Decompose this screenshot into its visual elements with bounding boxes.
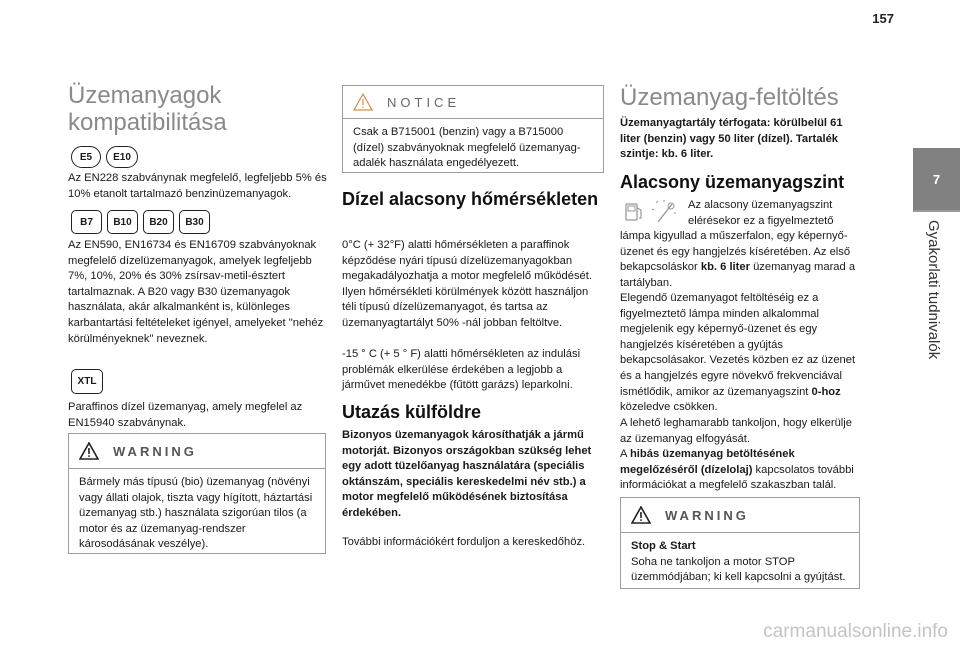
travel-abroad-text: További információkért forduljon a kereskedőhöz. [342,536,586,548]
badge-xtl-icon: XTL [71,369,103,394]
warning-box-body [69,469,325,559]
warning-box-body [621,533,859,592]
diesel-low-temp-text-2: -15 ° C (+ 5 ° F) alatti hőmérsékleten az indulási problémák elkerülése érdekében a legjobb a járművet menedékbe (fűtött garázs) leparkolni. [342,348,581,392]
page-number: 157 [872,11,894,26]
chapter-tab: 7 [913,148,960,210]
warning-box-header [69,434,325,469]
warning-triangle-icon [631,506,651,524]
heading-travel-abroad: Utazás külföldre [342,402,482,422]
section-title-refuelling: Üzemanyag-feltöltés [620,84,839,111]
watermark: carmanualsonline.info [763,621,948,642]
xtl-fuel-text: Paraffinos dízel üzemanyag, amely megfelel az EN15940 szabványnak. [68,401,303,429]
warning-stop-start-text: Soha ne tankoljon a motor STOP üzemmódjában; ki kell kapcsolni a gyújtást. [631,555,846,584]
low-fuel-text-3: A lehető leghamarabb tankoljon, hogy elkerülje az üzemanyag elfogyását. [620,417,852,445]
petrol-fuel-text: Az EN228 szabványnak megfelelő, legfeljebb 5% és 10% etanolt tartalmazó benzinüzemanyagok. [68,172,327,200]
notice-triangle-icon [353,93,373,111]
low-fuel-text-4b: hibás üzemanyag betöltésének megelőzéséről (dízelolaj) [620,448,795,476]
icon-spacer [620,198,688,226]
warning-text: Bármely más típusú (bio) üzemanyag (növényi vagy állati olajok, tiszta vagy hígított, háztartási üzemanyag stb.) használata szigorúan tilos (a motor és az üzemanyag-rendszer károsodásának veszélye). [79,476,313,551]
warning-triangle-icon [79,442,99,460]
low-fuel-text-1c: üzemanyag marad a tartályban. [620,261,856,289]
low-fuel-text-1 [620,198,860,292]
petrol-badges [71,146,138,168]
badge-b20-icon: B20 [143,210,174,234]
chapter-tab-divider [913,210,960,212]
low-fuel-text-1b: kb. 6 liter [700,261,750,274]
notice-box [342,85,604,173]
low-fuel-text-4 [620,447,860,494]
notice-box-header [343,86,603,119]
warning-stop-start-title: Stop & Start [631,540,696,552]
low-fuel-text-2a: Elegendő üzemanyagot feltöltéséig ez a figyelmeztető lámpa minden alkalommal megjelenik egy képernyő-üzenet és egy hangjelzés kíséretében a gyújtás bekapcsolásakor. Vezetés közben ez az üzenet és a hangjelzés egyre növekvő frekvenciával ismétlődik, amikor az üzemanyagszint [620,292,856,398]
diesel-fuel-text: Az EN590, EN16734 és EN16709 szabványoknak megfelelő dízelüzemanyagok, amelyek legfeljebb 7%, 10%, 20% és 30% zsírsav-metil-észtert tartalmaznak. A B20 vagy B30 üzemanyagok használata, akár alkalmanként is, különleges karbantartási feltételeket igényel, amelyeket "nehéz körülményeknek" neveznek. [68,239,324,345]
badge-b30-icon: B30 [179,210,210,234]
badge-e10-icon: E10 [106,146,138,168]
badge-e5-icon: E5 [71,146,101,168]
diesel-low-temp-text-1: 0°C (+ 32°F) alatti hőmérsékleten a paraffinok képződése nyári típusú dízelüzemanyagokban megakadályozhatja a motor megfelelő működését. Ilyen hőmérsékleti körülmények között használjon téli típusú dízelüzemanyagot, és tartsa az üzemanyagtartályt 50% -nál jobban feltöltve. [342,239,592,329]
low-fuel-text-4c: kapcsolatos további információkat a megfelelő szakaszban talál. [620,463,854,492]
warning-box-stop-start [620,497,860,589]
warning-box-header [621,498,859,533]
low-fuel-text-2c: közeledve csökken. [620,401,718,414]
tank-capacity-text: Üzemanyagtartály térfogata: körülbelül 61 liter (benzin) vagy 50 liter (dízel). Tartalék szintje: kb. 6 liter. [620,117,843,161]
notice-box-body [343,119,603,178]
warning-box-title: WARNING [665,507,749,523]
section-title-fuel-compatibility: Üzemanyagok kompatibilitása [68,82,227,136]
notice-box-title: NOTICE [387,94,461,110]
heading-low-fuel: Alacsony üzemanyagszint [620,172,845,192]
low-fuel-text-4a: A [620,448,630,460]
low-fuel-text-2 [620,291,860,416]
badge-b10-icon: B10 [107,210,138,234]
travel-abroad-bold-text: Bizonyos üzemanyagok károsíthatják a jármű motorját. Bizonyos országokban szükség lehet egy adott tüzelőanyag használatára (speciális oktánszám, speciális kereskedelmi név stb.) a motor megfelelő működésének biztosítása érdekében. [342,429,592,519]
diesel-badges [71,210,210,234]
chapter-title: Gyakorlati tudnivalók [925,220,942,360]
low-fuel-text-2b: 0-hoz [811,385,841,398]
warning-box-fuel [68,433,326,554]
notice-text: Csak a B715001 (benzin) vagy a B715000 (dízel) szabványoknak megfelelő üzemanyag-adalék használata engedélyezett. [353,126,581,170]
warning-box-title: WARNING [113,443,197,459]
badge-b7-icon: B7 [71,210,102,234]
heading-diesel-low-temp: Dízel alacsony hőmérsékleten [342,189,599,209]
low-fuel-text-1a: Az alacsony üzemanyagszint elérésekor ez a figyelmeztető lámpa kigyullad a műszerfalon, egy képernyő-üzenet és egy hangjelzés kíséretében. Az első bekapcsoláskor [620,199,851,274]
chapter-side-label [924,220,944,380]
